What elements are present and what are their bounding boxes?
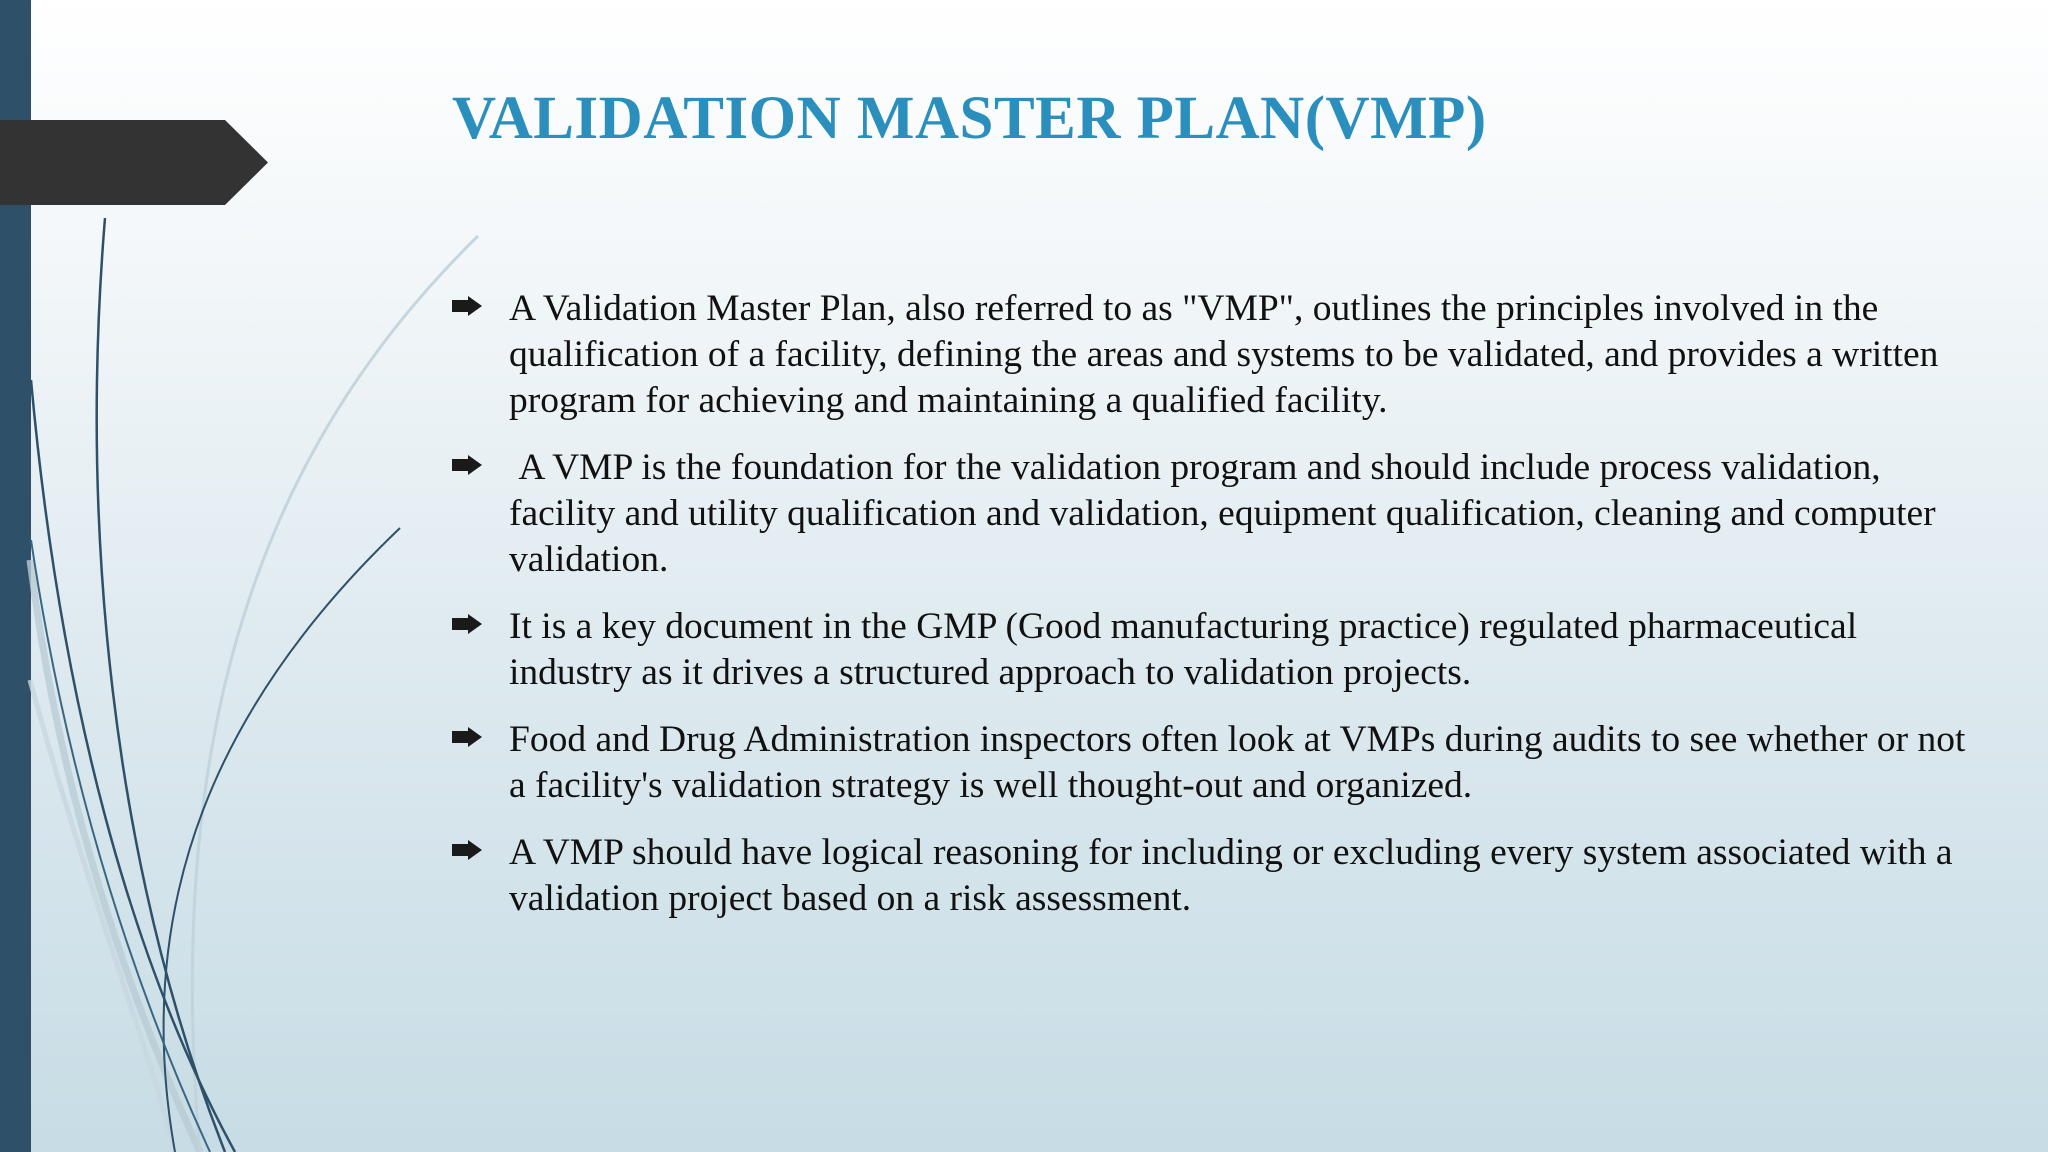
bullet-list [452,286,1972,943]
arrow-right-icon [452,840,482,860]
bullet-text: A VMP should have logical reasoning for including or excluding every system associated with a validation project based on a risk assessment. [509,832,1953,919]
bullet-text: A Validation Master Plan, also referred to as "VMP", outlines the principles involved in the qualification of a facility, defining the areas and systems to be validated, and provides a written program for achieving and maintaining a qualified facility. [509,288,1939,421]
bullet-text: A VMP is the foundation for the validation program and should include process validation, facility and utility qualification and validation, equipment qualification, cleaning and computer validation. [509,447,1946,580]
bullet-item [452,604,1972,696]
decorative-curve [97,218,225,1152]
bullet-item [452,830,1972,922]
arrow-right-icon [452,614,482,634]
title-tab-shape [0,120,268,205]
decorative-curve [31,380,235,1152]
slide-title: VALIDATION MASTER PLAN(VMP) [452,85,1487,152]
bullet-item [452,445,1972,583]
arrow-right-icon [452,455,482,475]
decorative-curve [31,540,210,1152]
decorative-curve [30,680,175,1152]
bullet-item [452,286,1972,424]
arrow-right-icon [452,727,482,747]
arrow-right-icon [452,296,482,316]
bullet-item [452,717,1972,809]
decorative-curve [192,236,478,1152]
bullet-text: It is a key document in the GMP (Good manufacturing practice) regulated pharmaceutical industry as it drives a structured approach to validation projects. [509,606,1858,693]
bullet-text: Food and Drug Administration inspectors often look at VMPs during audits to see whether or not a facility's validation strategy is well thought-out and organized. [509,719,1966,806]
